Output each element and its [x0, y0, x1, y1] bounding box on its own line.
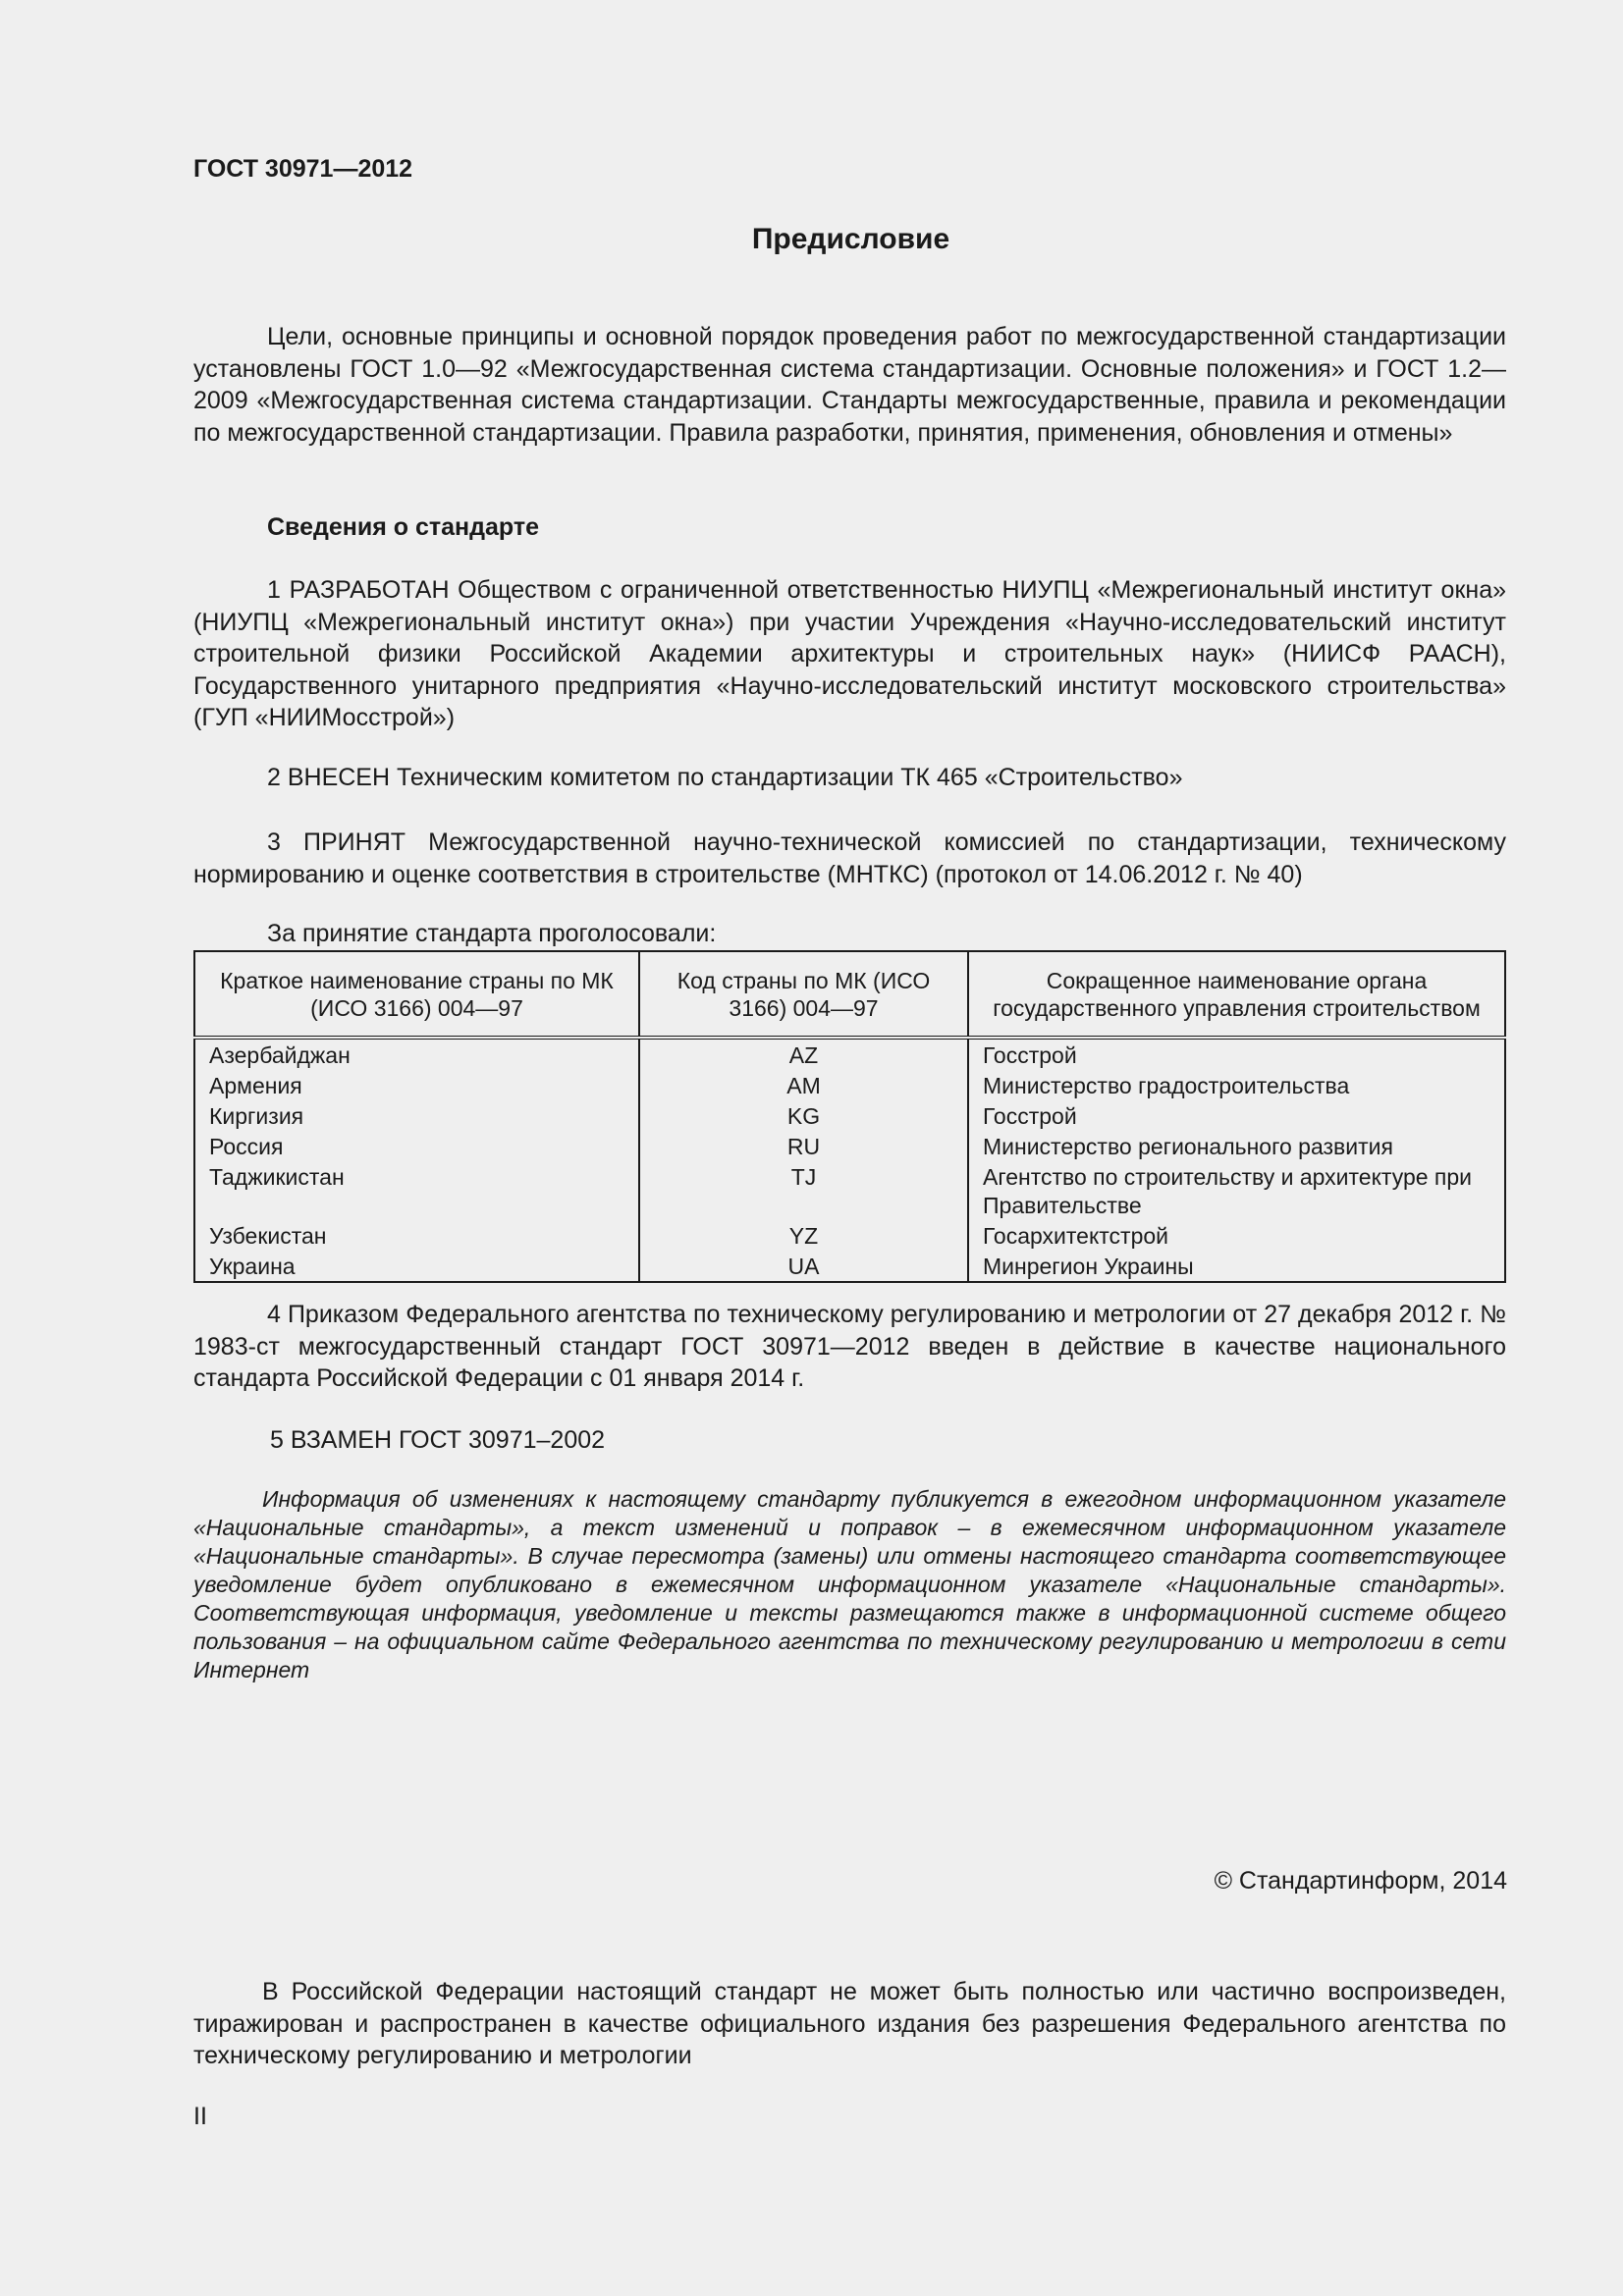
table-cell-country: Киргизия — [194, 1100, 639, 1131]
info-notice — [193, 1485, 1506, 1684]
table-header-row — [194, 951, 1505, 1038]
table-row — [194, 1131, 1505, 1161]
table-cell-authority: Министерство регионального развития — [968, 1131, 1505, 1161]
table-cell-authority: Госстрой — [968, 1100, 1505, 1131]
item-4-paragraph — [193, 1299, 1506, 1395]
table-row — [194, 1161, 1505, 1220]
item-3-paragraph — [193, 827, 1506, 890]
table-cell-country: Таджикистан — [194, 1161, 639, 1220]
table-cell-country: Армения — [194, 1070, 639, 1100]
table-cell-country: Узбекистан — [194, 1220, 639, 1251]
vote-intro: За принятие стандарта проголосовали: — [267, 920, 717, 947]
info-notice-text: Информация об изменениях к настоящему стандарту публикуется в ежегодном информационном указателе «Национальные стандарты», а текст изменений и поправок – в ежемесячном информационном указателе «Национальные стандарты». В случае пересмотра (замены) или отмены настоящего стандарта соответствующее уведомление будет опубликовано в ежемесячном информационном указателе «Национальные стандарты». Соответствующая информация, уведомление и тексты размещаются также в информационной системе общего пользования – на официальном сайте Федерального агентства по техническому регулированию и метрологии в сети Интернет — [193, 1486, 1506, 1682]
item-3-text: 3 ПРИНЯТ Межгосударственной научно-технической комиссией по стандартизации, техническому нормированию и оценке соответствия в строительстве (МНТКС) (протокол от 14.06.2012 г. № 40) — [193, 828, 1506, 888]
restriction-text: В Российской Федерации настоящий стандарт не может быть полностью или частично воспроизведен, тиражирован и распространен в качестве официального издания без разрешения Федерального агентства по техническому регулированию и метрологии — [193, 1978, 1506, 2069]
table-cell-authority: Госархитектстрой — [968, 1220, 1505, 1251]
table-cell-authority: Агентство по строительству и архитектуре при Правительстве — [968, 1161, 1505, 1220]
standard-code: ГОСТ 30971—2012 — [193, 155, 413, 183]
table-cell-country: Азербайджан — [194, 1038, 639, 1070]
table-cell-code: KG — [639, 1100, 968, 1131]
table-cell-authority: Госстрой — [968, 1038, 1505, 1070]
item-1-text: 1 РАЗРАБОТАН Обществом с ограниченной ответственностью НИУПЦ «Межрегиональный институт окна» (НИУПЦ «Межрегиональный институт окна») при участии Учреждения «Научно-исследовательский институт строительной физики Российской Академии архитектуры и строительных наук» (НИИСФ РААСН), Государственного унитарного предприятия «Научно-исследовательский институт московского строительства» (ГУП «НИИМосстрой») — [193, 576, 1506, 731]
restriction-paragraph — [193, 1976, 1506, 2072]
table-cell-code: UA — [639, 1251, 968, 1282]
table-row — [194, 1220, 1505, 1251]
table-cell-code: RU — [639, 1131, 968, 1161]
table-row — [194, 1070, 1505, 1100]
intro-paragraph — [193, 321, 1506, 449]
table-cell-country: Россия — [194, 1131, 639, 1161]
item-1-paragraph — [193, 574, 1506, 734]
table-cell-authority: Минрегион Украины — [968, 1251, 1505, 1282]
table-cell-code: AM — [639, 1070, 968, 1100]
table-cell-code: TJ — [639, 1161, 968, 1220]
item-4-text: 4 Приказом Федерального агентства по техническому регулированию и метрологии от 27 декабря 2012 г. № 1983-ст межгосударственный стандарт ГОСТ 30971—2012 введен в действие в качестве национального стандарта Российской Федерации с 01 января 2014 г. — [193, 1301, 1506, 1392]
item-2-text: 2 ВНЕСЕН Техническим комитетом по стандартизации ТК 465 «Строительство» — [267, 764, 1183, 791]
table-row — [194, 1038, 1505, 1070]
info-heading: Сведения о стандарте — [267, 513, 540, 541]
table-cell-country: Украина — [194, 1251, 639, 1282]
intro-text: Цели, основные принципы и основной порядок проведения работ по межгосударственной стандартизации установлены ГОСТ 1.0—92 «Межгосударственная система стандартизации. Основные положения» и ГОСТ 1.2—2009 «Межгосударственная система стандартизации. Стандарты межгосударственные, правила и рекомендации по межгосударственной стандартизации. Правила разработки, принятия, применения, обновления и отмены» — [193, 323, 1506, 447]
voting-table — [193, 950, 1506, 1283]
table-cell-code: YZ — [639, 1220, 968, 1251]
item-2-paragraph — [193, 762, 1506, 794]
table-header-authority: Сокращенное наименование органа государственного управления строительством — [968, 951, 1505, 1038]
table-header-country: Краткое наименование страны по МК (ИСО 3166) 004—97 — [194, 951, 639, 1038]
copyright: © Стандартинформ, 2014 — [1214, 1867, 1507, 1895]
page-title: Предисловие — [751, 223, 950, 255]
table-cell-authority: Министерство градостроительства — [968, 1070, 1505, 1100]
item-5-text: 5 ВЗАМЕН ГОСТ 30971–2002 — [270, 1426, 606, 1454]
table-row — [194, 1251, 1505, 1282]
table-row — [194, 1100, 1505, 1131]
table-cell-code: AZ — [639, 1038, 968, 1070]
page-number: II — [193, 2103, 207, 2130]
table-header-code: Код страны по МК (ИСО 3166) 004—97 — [639, 951, 968, 1038]
